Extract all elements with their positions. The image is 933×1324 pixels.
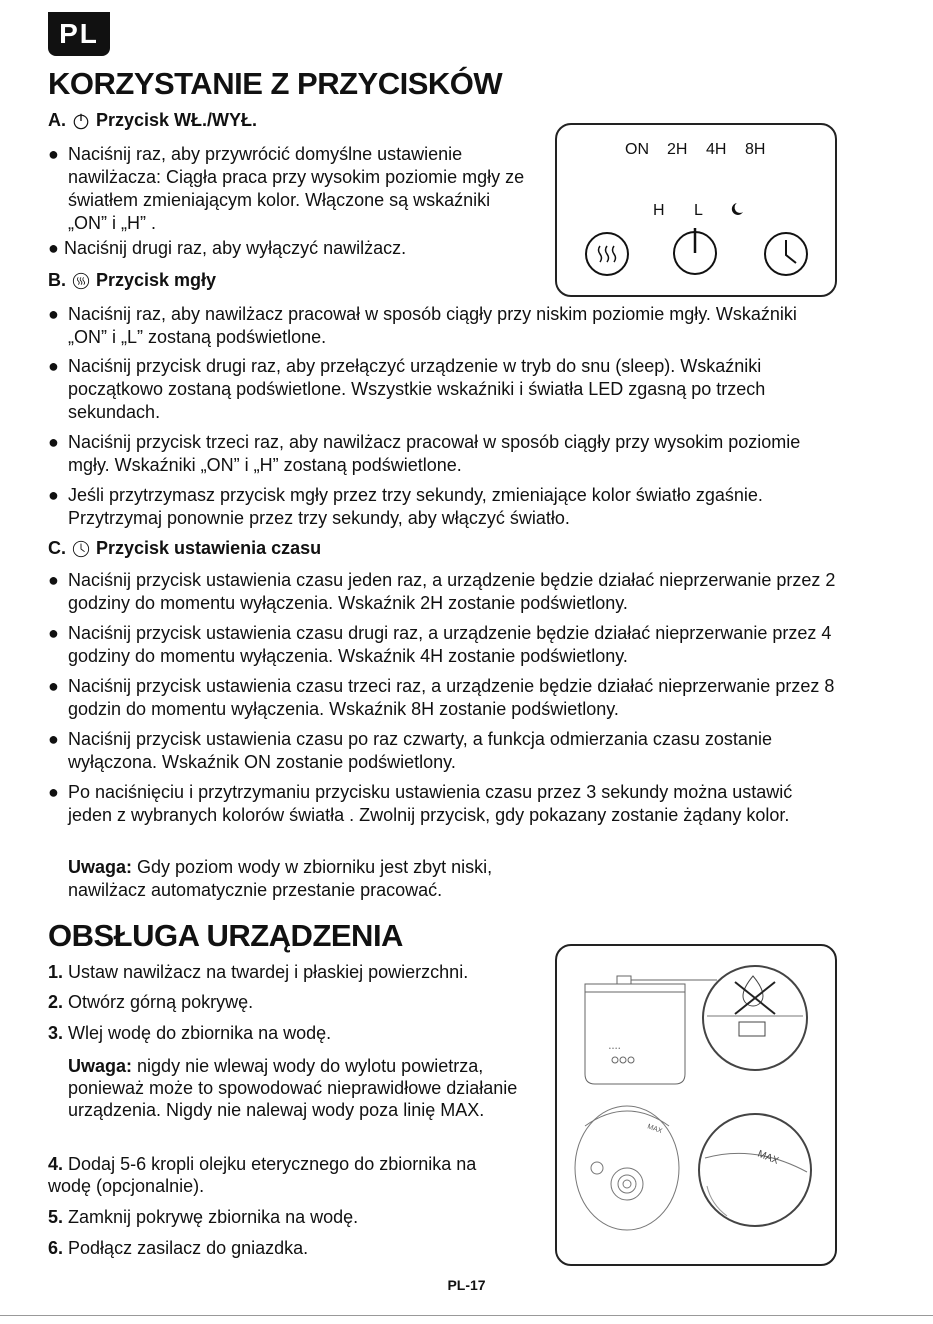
max-label-large: MAX xyxy=(755,1148,781,1167)
indicator-on: ON xyxy=(625,141,649,158)
no-water-outlet-detail xyxy=(703,966,807,1070)
water-tank xyxy=(575,1106,679,1230)
note-water-level: Uwaga: Gdy poziom wody w zbiorniku jest zbyt niski, nawilżacz automatycznie przestanie pracować. xyxy=(68,857,493,900)
list-item: ● Jeśli przytrzymasz przycisk mgły przez trzy sekundy, zmieniające kolor światło zgaśnie. Przytrzymaj ponownie przez trzy sekundy, aby włączyć światło. xyxy=(48,485,763,528)
step-3: 3. Wlej wodę do zbiornika na wodę. xyxy=(48,1023,332,1043)
note-water-inlet: Uwaga: nigdy nie wlewaj wody do wylotu powietrza, ponieważ może to spowodować nieprawidłowe działanie urządzenia. Nigdy nie nalewaj wody poza linię MAX. xyxy=(68,1056,518,1120)
section-title-buttons: KORZYSTANIE Z PRZYCISKÓW xyxy=(48,66,503,101)
subsection-b-heading: B. Przycisk mgły xyxy=(48,270,217,290)
subsection-b-label: Przycisk mgły xyxy=(96,270,217,290)
step-5: 5. Zamknij pokrywę zbiornika na wodę. xyxy=(48,1207,359,1227)
step-4: 4. Dodaj 5-6 kropli olejku eterycznego do zbiornika na wodę (opcjonalnie). xyxy=(48,1154,477,1196)
clock-icon xyxy=(72,540,90,558)
list-item: ● Naciśnij raz, aby nawilżacz pracował w sposób ciągły przy niskim poziomie mgły. Wskaźniki „ON” i „L” zostaną podświetlone. xyxy=(48,304,797,347)
list-item: ● Naciśnij przycisk ustawienia czasu po raz czwarty, a funkcja odmierzania czasu zostanie wyłączona. Wskaźnik ON zostanie podświetlony. xyxy=(48,729,772,772)
mist-icon xyxy=(72,272,90,290)
max-line-detail xyxy=(699,1114,811,1226)
timer-button xyxy=(765,233,807,275)
subsection-a-label: Przycisk WŁ./WYŁ. xyxy=(96,110,258,130)
list-item: ● Naciśnij raz, aby przywrócić domyślne ustawienie nawilżacza: Ciągła praca przy wysokim poziomie mgły ze światłem zmieniającym kolor. Włączone są wskaźniki „ON” i „H” . xyxy=(48,144,525,233)
humidifier-illustration xyxy=(555,944,837,1266)
list-item: ● Naciśnij przycisk drugi raz, aby przełączyć urządzenie w tryb do snu (sleep). Wskaźniki początkowo zostaną podświetlone. Wszystkie wskaźniki i światła LED zgasną po trzech sekundach. xyxy=(48,356,766,422)
list-item: ● Po naciśnięciu i przytrzymaniu przycisku ustawienia czasu przez 3 sekundy można ustawić jeden z wybranych kolorów światła . Zwolnij przycisk, gdy pokazany zostanie żądany kolor. xyxy=(48,782,793,825)
max-label-small: MAX xyxy=(646,1123,663,1136)
mist-button xyxy=(586,233,628,275)
indicator-2h: 2H xyxy=(667,141,688,158)
list-item: ● Naciśnij przycisk trzeci raz, aby nawilżacz pracował w sposób ciągły przy wysokim poziomie mgły. Wskaźniki „ON” i „H” zostaną podświetlone. xyxy=(48,432,801,475)
subsection-c-heading: C. Przycisk ustawienia czasu xyxy=(48,538,322,558)
indicator-8h: 8H xyxy=(745,141,766,158)
section-title-operation: OBSŁUGA URZĄDZENIA xyxy=(48,918,403,953)
step-6: 6. Podłącz zasilacz do gniazdka. xyxy=(48,1238,309,1258)
power-button xyxy=(674,228,716,274)
subsection-a-letter: A. xyxy=(48,110,66,130)
moon-icon xyxy=(732,203,743,215)
subsection-a-heading xyxy=(48,110,257,131)
indicator-4h: 4H xyxy=(706,141,727,158)
step-2: 2. Otwórz górną pokrywę. xyxy=(48,992,254,1012)
list-item: ● Naciśnij przycisk ustawienia czasu trzeci raz, a urządzenie będzie działać nieprzerwanie przez 8 godzin do momentu wyłączenia. Wskaźnik 8H zostanie podświetlony. xyxy=(48,676,835,719)
svg-text:• • • •: • • • • xyxy=(609,1046,621,1052)
humidifier-body xyxy=(585,976,717,1084)
indicator-h: H xyxy=(653,202,665,219)
list-item: ● Naciśnij przycisk ustawienia czasu drugi raz, a urządzenie będzie działać nieprzerwanie przez 4 godziny do momentu wyłączenia. Wskaźnik 4H zostanie podświetlony. xyxy=(48,623,832,666)
page-number: PL-17 xyxy=(447,1277,486,1293)
list-item: ● Naciśnij przycisk ustawienia czasu jeden raz, a urządzenie będzie działać nieprzerwanie przez 2 godziny do momentu wyłączenia. Wskaźnik 2H zostanie podświetlony. xyxy=(48,570,836,613)
step-1: 1. Ustaw nawilżacz na twardej i płaskiej powierzchni. xyxy=(48,962,469,982)
page-bottom-rule xyxy=(0,1315,933,1316)
control-panel-diagram xyxy=(555,123,837,297)
indicator-l: L xyxy=(694,202,703,219)
list-item: ● Naciśnij drugi raz, aby wyłączyć nawilżacz. xyxy=(48,238,407,258)
subsection-c-label: Przycisk ustawienia czasu xyxy=(96,538,322,558)
power-icon xyxy=(72,112,90,130)
language-tab: PL xyxy=(48,12,110,56)
